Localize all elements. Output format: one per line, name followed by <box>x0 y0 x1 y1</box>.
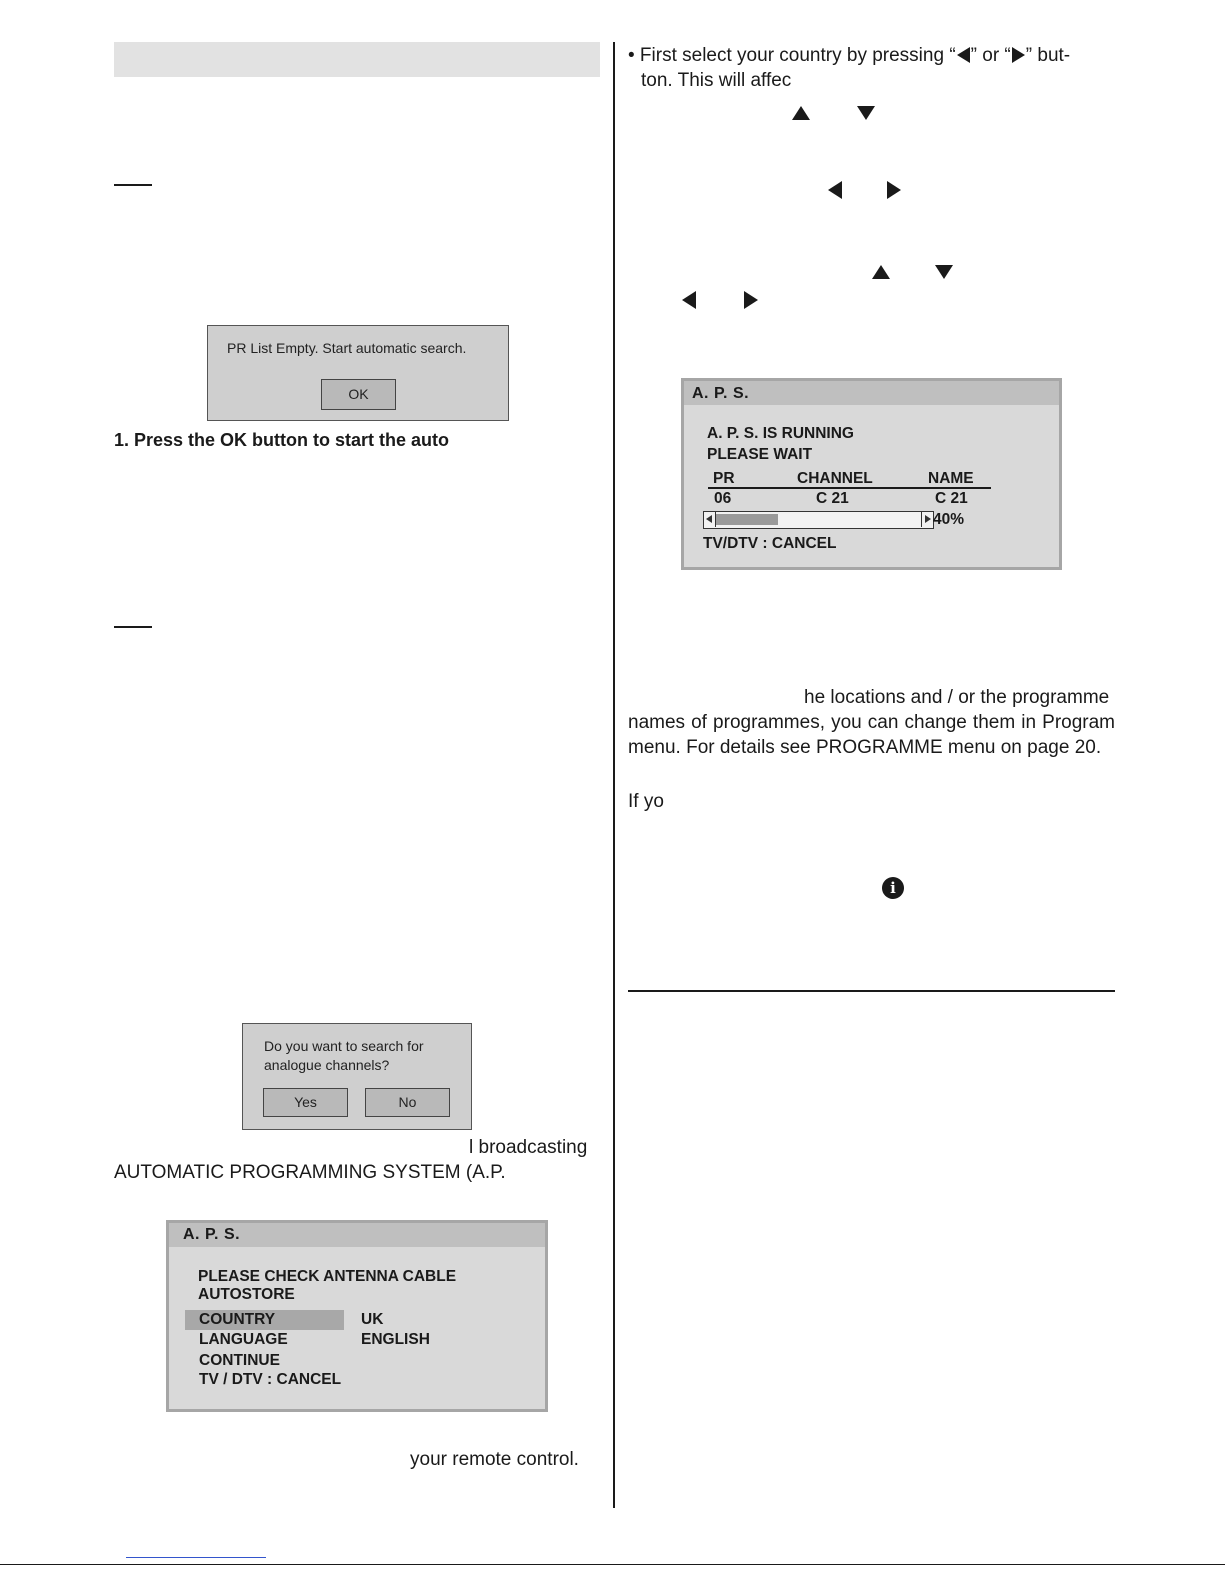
progress-right-cap <box>921 512 933 527</box>
channel-value: C 21 <box>816 490 849 507</box>
progress-percent: 40% <box>933 511 965 528</box>
ok-button[interactable]: OK <box>321 379 396 410</box>
paragraph-fragment: he locations and / or the programme <box>804 687 1110 708</box>
dialog-message: PR List Empty. Start automatic search. <box>227 340 467 356</box>
dialog-question-line-1: Do you want to search for <box>264 1038 424 1054</box>
menu-row-continue[interactable]: CONTINUE <box>199 1352 280 1369</box>
up-arrow-icon <box>872 265 890 279</box>
progress-left-icon <box>706 515 712 523</box>
left-arrow-icon <box>828 181 842 199</box>
left-arrow-icon <box>682 291 696 309</box>
cancel-hint: TV / DTV : CANCEL <box>199 1371 342 1388</box>
broadcasting-fragment: l broadcasting <box>469 1137 588 1158</box>
country-select-bullet <box>628 43 1070 68</box>
info-icon: i <box>882 877 904 899</box>
col-header-pr: PR <box>713 470 735 487</box>
col-header-channel: CHANNEL <box>797 470 873 487</box>
progress-left-cap <box>704 512 716 527</box>
down-arrow-icon <box>935 265 953 279</box>
pr-value: 06 <box>714 490 732 507</box>
header-underline <box>708 487 991 489</box>
analogue-search-dialog <box>242 1023 472 1130</box>
note-rule <box>114 184 152 186</box>
dialog-question-line-2: analogue channels? <box>264 1057 390 1073</box>
col-header-name: NAME <box>928 470 974 487</box>
language-label: LANGUAGE <box>199 1331 288 1348</box>
cancel-hint: TV/DTV : CANCEL <box>703 535 837 552</box>
yes-button[interactable]: Yes <box>263 1088 348 1117</box>
country-label: COUNTRY <box>199 1311 276 1328</box>
menu-row-language[interactable] <box>185 1330 535 1350</box>
programme-names-paragraph: names of programmes, you can change them in Program menu. For details see PROGRAMME menu on page 20. <box>628 712 1115 758</box>
section-header-band <box>114 42 600 77</box>
aps-running-screen <box>681 378 1062 570</box>
note-rule <box>114 626 152 628</box>
if-you-fragment: If yo <box>628 791 664 812</box>
step-1-instruction: 1. Press the OK button to start the auto <box>114 430 450 450</box>
aps-setup-menu <box>166 1220 548 1412</box>
name-value: C 21 <box>935 490 968 507</box>
column-divider <box>613 42 615 1508</box>
progress-bar <box>703 511 934 529</box>
country-value: UK <box>361 1311 384 1328</box>
footer-link-underline <box>126 1557 266 1558</box>
menu-row-country[interactable] <box>185 1310 535 1330</box>
progress-right-icon <box>925 515 931 523</box>
bullet-continuation: ton. This will affec <box>641 70 792 91</box>
left-arrow-icon <box>957 47 970 63</box>
language-value: ENGLISH <box>361 1331 430 1348</box>
up-arrow-icon <box>792 106 810 120</box>
antenna-check-text: PLEASE CHECK ANTENNA CABLE <box>198 1268 457 1285</box>
right-arrow-icon <box>1012 47 1025 63</box>
bullet-text-end: ” but- <box>1025 45 1071 66</box>
down-arrow-icon <box>857 106 875 120</box>
no-button[interactable]: No <box>365 1088 450 1117</box>
progress-fill <box>716 514 778 525</box>
bullet-text-start: • First select your country by pressing “ <box>628 45 956 66</box>
aps-running-text: A. P. S. IS RUNNING <box>707 425 854 442</box>
right-arrow-icon <box>744 291 758 309</box>
pr-list-empty-dialog <box>207 325 509 421</box>
remote-control-text: your remote control. <box>410 1449 579 1470</box>
section-rule <box>628 990 1115 992</box>
osd-title: A. P. S. <box>183 1226 241 1243</box>
osd-title: A. P. S. <box>692 385 750 402</box>
footer-rule <box>0 1564 1225 1565</box>
right-arrow-icon <box>887 181 901 199</box>
autostore-text: AUTOSTORE <box>198 1286 295 1303</box>
please-wait-text: PLEASE WAIT <box>707 446 813 463</box>
bullet-text-middle: ” or “ <box>970 45 1011 66</box>
aps-caption: AUTOMATIC PROGRAMMING SYSTEM (A.P. <box>114 1162 506 1183</box>
